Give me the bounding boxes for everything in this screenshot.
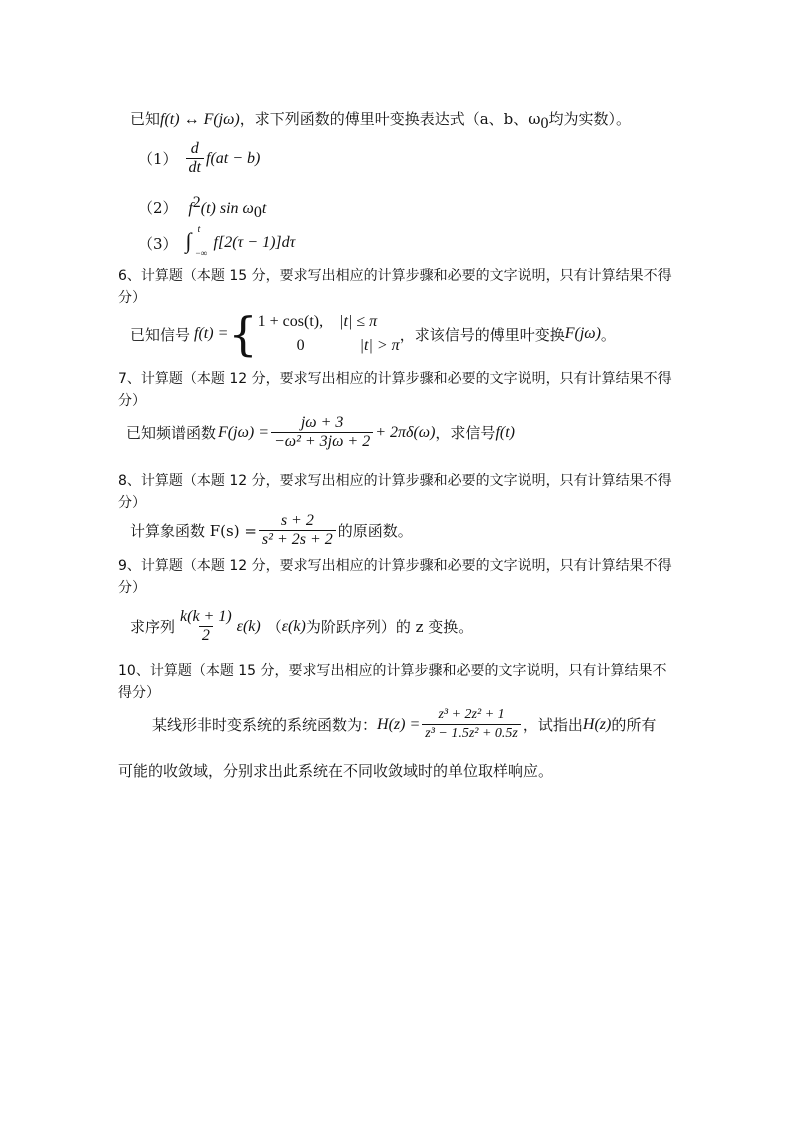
item-label: （2） bbox=[138, 199, 178, 217]
q6-suffix: ，求该信号的傅里叶变换 bbox=[399, 325, 565, 344]
frac-num: d bbox=[190, 140, 199, 157]
item-tail: t bbox=[261, 200, 267, 217]
integral-upper: t bbox=[197, 224, 201, 235]
frac-num: z³ + 2z² + 1 bbox=[438, 707, 505, 722]
frac-num: s + 2 bbox=[280, 512, 314, 529]
q7-prefix: 已知频谱函数 bbox=[126, 424, 217, 442]
q6-end: 。 bbox=[600, 325, 616, 344]
q8-body bbox=[130, 512, 413, 549]
item-sup: 2 bbox=[192, 194, 201, 211]
q6-case-2 bbox=[258, 334, 400, 358]
intro-suffix: ，求下列函数的傅里叶变换表达式（a、b、ω bbox=[239, 110, 541, 128]
item-label: （1） bbox=[138, 150, 178, 168]
item-sub: 0 bbox=[253, 204, 262, 221]
q6-lhs: f(t) = bbox=[194, 325, 229, 342]
intro-pair: f(t) ↔ F(jω) bbox=[160, 111, 240, 128]
integral-symbol bbox=[185, 224, 208, 258]
q9-body bbox=[130, 608, 473, 645]
q10-prefix: 某线形非时变系统的系统函数为： bbox=[152, 716, 378, 734]
q9-expr: ε(k) bbox=[236, 617, 261, 635]
q6-case2-expr: 0 bbox=[296, 337, 305, 354]
q6-case1-cond: |t| ≤ π bbox=[339, 313, 378, 330]
q6-brace: { bbox=[228, 307, 258, 361]
q10-body bbox=[152, 706, 656, 743]
item-3 bbox=[138, 224, 296, 258]
q7-lhs: F(jω) = bbox=[218, 423, 269, 441]
intro-suffix2: 均为实数）。 bbox=[548, 110, 632, 128]
q9-heading: 9、计算题（本题 12 分，要求写出相应的计算步骤和必要的文字说明，只有计算结果不得分） bbox=[118, 558, 672, 596]
q6-case1-expr: 1 + cos(t), bbox=[257, 313, 324, 330]
item-expr: f(at − b) bbox=[206, 149, 261, 167]
q8-heading: 8、计算题（本题 12 分，要求写出相应的计算步骤和必要的文字说明，只有计算结果不得分） bbox=[118, 473, 672, 511]
q9-prefix: 求序列 bbox=[130, 618, 176, 636]
q9-mid-expr: ε(k) bbox=[281, 617, 306, 635]
intro-prefix: 已知 bbox=[130, 110, 161, 128]
q9-mid2: 为阶跃序列）的 z 变换。 bbox=[305, 618, 474, 636]
q10-lhs: H(z) = bbox=[377, 715, 421, 733]
q7-tail: f(t) bbox=[495, 423, 515, 441]
integral-sign: ∫ bbox=[185, 228, 192, 253]
item-rest: (t) sin ω bbox=[200, 200, 254, 217]
q6-case-1 bbox=[258, 310, 400, 334]
frac-den: z³ − 1.5z² + 0.5z bbox=[422, 724, 521, 743]
q10-tail: H(z) bbox=[582, 715, 612, 733]
item-label: （3） bbox=[138, 234, 178, 253]
q8-prefix: 计算象函数 F(s) = bbox=[130, 522, 257, 540]
q6-body bbox=[130, 307, 616, 361]
frac-num: jω + 3 bbox=[300, 414, 344, 431]
q10-suffix: ，试指出 bbox=[522, 716, 583, 734]
frac-den: dt bbox=[186, 158, 204, 177]
q6-prefix: 已知信号 bbox=[130, 325, 191, 344]
q10-heading: 10、计算题（本题 15 分，要求写出相应的计算步骤和必要的文字说明，只有计算结果不得分） bbox=[118, 663, 667, 701]
q9-frac bbox=[177, 608, 235, 645]
q10-frac bbox=[422, 706, 521, 743]
intro-line bbox=[130, 108, 631, 133]
q6-tail: F(jω) bbox=[564, 325, 601, 342]
q7-heading: 7、计算题（本题 12 分，要求写出相应的计算步骤和必要的文字说明，只有计算结果不得分） bbox=[118, 371, 672, 409]
q10-line2: 可能的收敛域，分别求出此系统在不同收敛域时的单位取样响应。 bbox=[118, 762, 554, 780]
q7-frac bbox=[271, 414, 373, 451]
derivative-frac bbox=[186, 140, 204, 177]
item-2 bbox=[138, 194, 266, 222]
item-expr: f[2(τ − 1)]dτ bbox=[213, 234, 296, 251]
frac-den: −ω² + 3jω + 2 bbox=[271, 432, 373, 451]
integral-lower: −∞ bbox=[195, 248, 208, 258]
q7-rest: + 2πδ(ω) bbox=[375, 423, 436, 441]
q6-cases bbox=[258, 310, 400, 358]
q6-heading: 6、计算题（本题 15 分，要求写出相应的计算步骤和必要的文字说明，只有计算结果不得分） bbox=[118, 268, 672, 306]
item-expr: f bbox=[188, 200, 193, 217]
q7-body bbox=[126, 414, 515, 451]
q9-mid: （ bbox=[266, 618, 282, 636]
q10-tail2: 的所有 bbox=[611, 716, 657, 734]
item-1 bbox=[138, 140, 260, 177]
q6-case2-cond: |t| > π bbox=[359, 337, 400, 354]
q8-frac bbox=[259, 512, 336, 549]
frac-den: s² + 2s + 2 bbox=[259, 530, 336, 549]
frac-den: 2 bbox=[199, 626, 213, 645]
q7-suffix: ，求信号 bbox=[435, 424, 496, 442]
q8-suffix: 的原函数。 bbox=[337, 522, 413, 540]
frac-num: k(k + 1) bbox=[180, 608, 232, 625]
intro-sub: 0 bbox=[540, 115, 549, 132]
